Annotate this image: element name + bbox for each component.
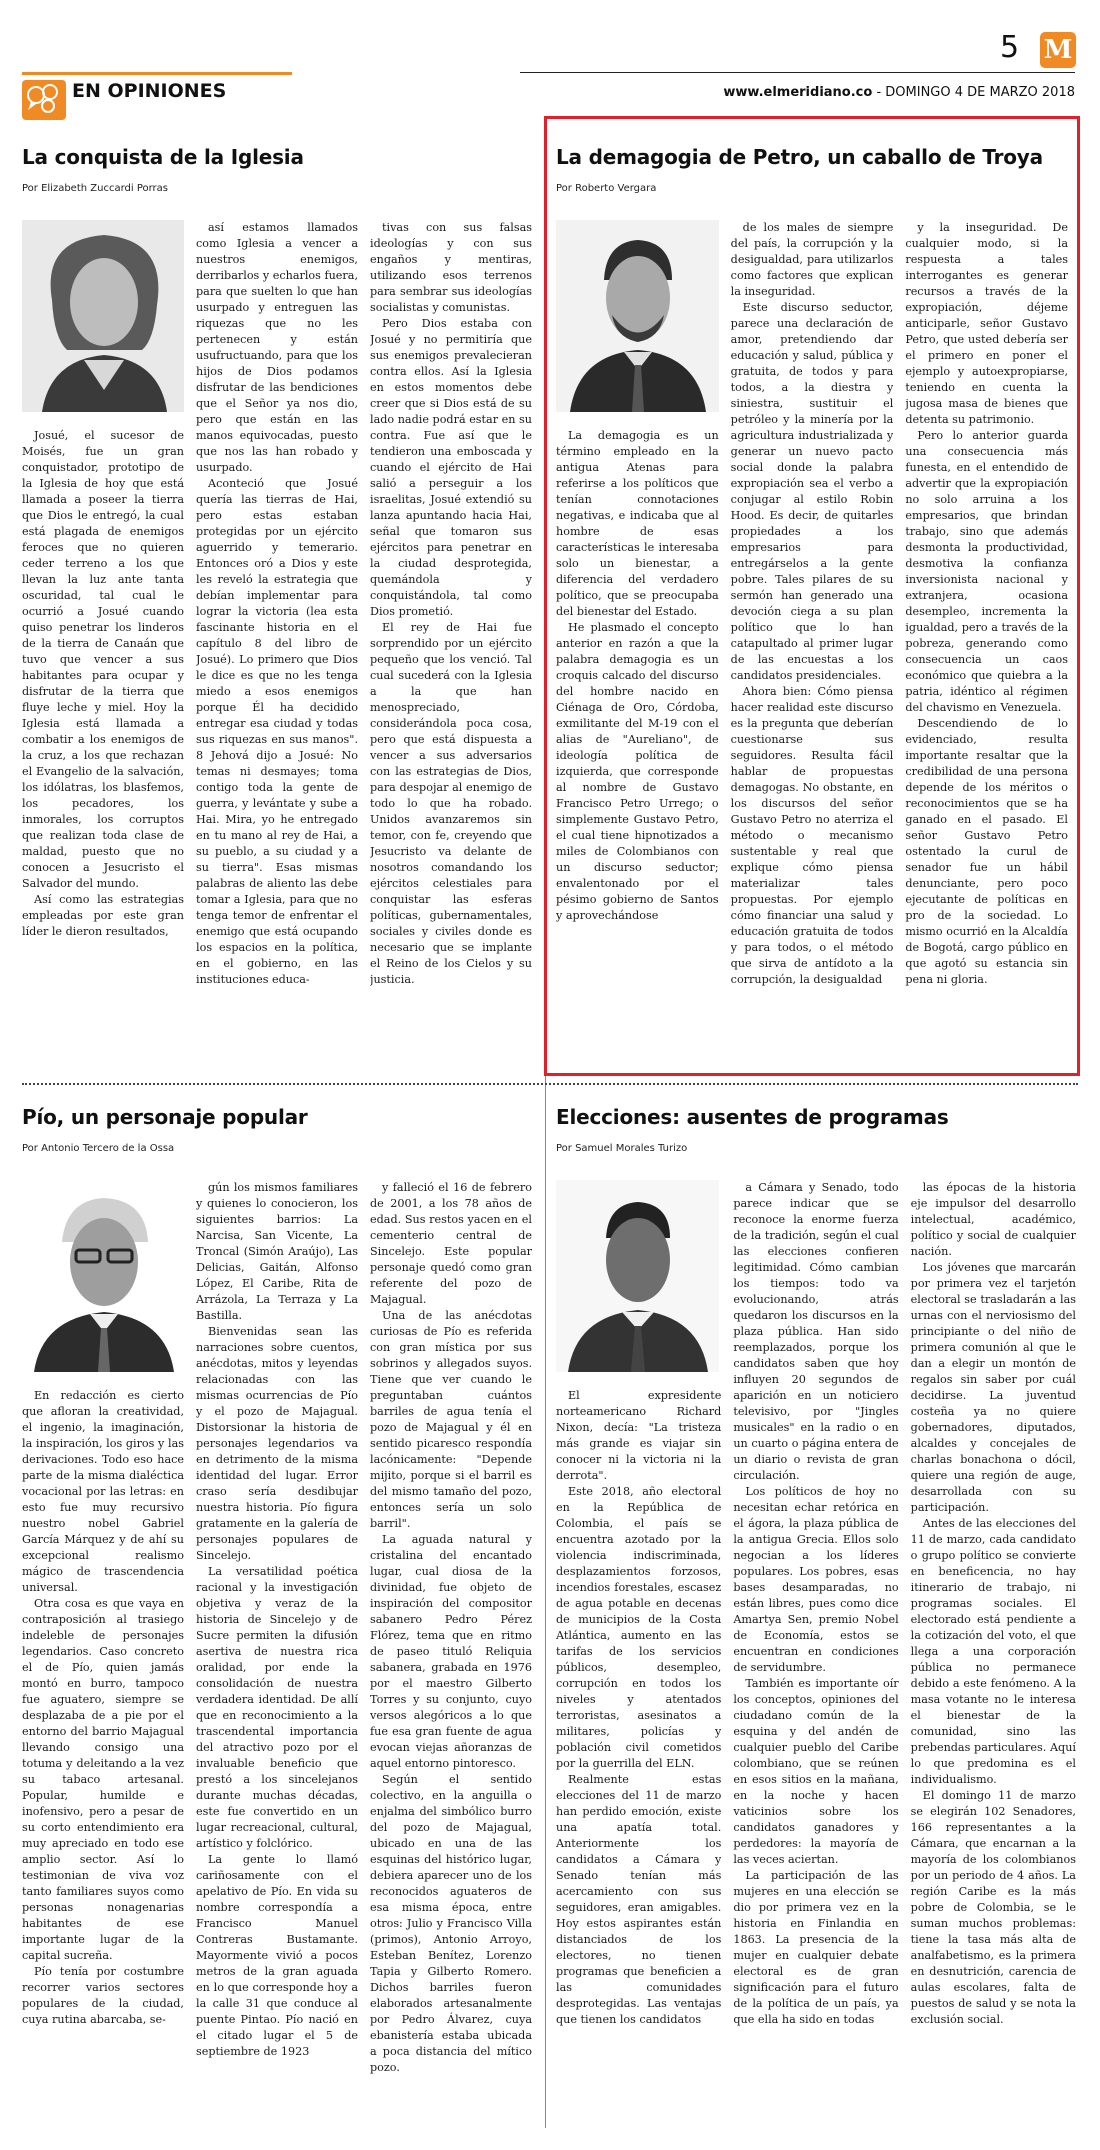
paragraph: Otra cosa es que vaya en contraposición al trasiego indeleble de personajes legendarios. Caso concreto el de Pío, quien jamás montó en burro, tampoco fue aguatero, siempre se desplazaba de a pie por el entorno del barrio Majagual llevando consigo una totuma y deleitando a la vez su tabaco artesanal. Popular, humilde e inofensivo, pero a pesar de su corto entendimiento era muy apreciado en todo ese amplio sector. Así lo testimonian de viva voz tanto familiares suyos como personas nonagenarias habitantes de ese importante lugar de la capital sucreña. [22, 1597, 184, 1962]
paragraph: He plasmado el concepto anterior en razón a que la palabra demagogia es un croquis calcado del discurso del hombre nacido en Ciénaga de Oro, Córdoba, exmilitante del M-19 con el alias de "Aureliano", de ideología política de izquierda, que corresponde al nombre de Gustavo Francisco Petro Urrego; o simplemente Gustavo Petro, el cual tiene hipnotizados a miles de Colombianos con un discurso seductor; envalentonado por el pésimo gobierno de Santos y aprovechándose [556, 621, 719, 922]
paragraph: El expresidente norteamericano Richard Nixon, decía: "La tristeza más grande es viajar sin conocer ni la victoria ni la derrota". [556, 1389, 722, 1482]
column-divider [545, 118, 546, 2128]
article-column [911, 1180, 1076, 2145]
paragraph: En redacción es cierto que afloran la creatividad, el ingenio, la imaginación, la inspiración, los giros y las derivaciones. Todo eso hace parte de la misma dialéctica vocacional por las letras: en esto fue muy recursivo nuestro nobel Gabriel García Márquez y de ahí su excepcional realismo mágico de trascendencia universal. [22, 1389, 184, 1594]
paragraph: Josué, el sucesor de Moisés, fue un gran conquistador, prototipo de la Iglesia de hoy que está llamada a poseer la tierra que Dios le entregó, la cual está plagada de enemigos feroces que no quieren ceder terreno a los que llevan la luz ante tanta oscuridad, tal cual le ocurrió a Josué cuando quiso penetrar los linderos de la tierra de Canaán que tuvo que vencer a sus habitantes para ocupar y disfrutar de la tierra que fluye leche y miel. Hoy la Iglesia está llamada a combatir a los enemigos de la cruz, a los que rechazan el Evangelio de la salvación, los idólatras, los blasfemos, los pecadores, los inmorales, los corruptos que realizan toda clase de maldad, puesto que no conocen a Jesucristo el Salvador del mundo. [22, 429, 184, 890]
article-elecciones-programas [556, 1105, 1076, 2145]
article-column [196, 220, 358, 1075]
article-conquista-iglesia [22, 145, 532, 1075]
edition-line [723, 85, 1075, 100]
article-title: Elecciones: ausentes de programas [556, 1105, 949, 1129]
article-demagogia-petro [556, 145, 1068, 1070]
article-column [370, 1180, 532, 2145]
website-link[interactable]: www.elmeridiano.co [723, 85, 873, 100]
paragraph: Los jóvenes que marcarán por primera vez el tarjetón electoral se trasladarán a las urnas con el nerviosismo del principiante o del niño de primera comunión al que le dan a elegir un montón de regalos sin saber por cuál decidirse. La juventud costeña ya no quiere gobernadores, diputados, alcaldes y concejales de charlas bonachona o dócil, quiere una región de auge, desarrollada con su participación. [910, 1261, 1076, 1514]
author-photo [22, 220, 184, 412]
speech-bubbles-icon [22, 80, 66, 120]
article-title: La demagogia de Petro, un caballo de Troya [556, 145, 1043, 169]
article-byline: Por Antonio Tercero de la Ossa [22, 1143, 175, 1154]
paragraph: Pero Dios estaba con Josué y no permitiría que sus enemigos prevalecieran contra ellos. Así la Iglesia en estos momentos debe creer que si Dios está de su lado nadie podrá estar en su contra. Fue así que le tendieron una emboscada y cuando el ejército de Hai salió a perseguir a los israelitas, Josué extendió su lanza apuntando hacia Hai, señal que tomaron sus ejércitos para penetrar en la ciudad desprotegida, quemándola y conquistándola, tal como Dios prometió. [370, 317, 532, 618]
paragraph: Antes de las elecciones del 11 de marzo, cada candidato o grupo político se convierte en beneficencia, no hay itinerario de trabajo, ni programas sociales. El electorado está pendiente a la cotización del voto, el que llega a una corporación pública no permanece debido a este fenómeno. A la masa votante no le interesa el bienestar de la comunidad, sino las prebendas particulares. Aquí lo que predomina es el individualismo. [910, 1517, 1076, 1786]
article-column [22, 220, 184, 1075]
paragraph: Así como las estrategias empleadas por este gran líder le dieron resultados, [22, 893, 184, 938]
paragraph: Pío tenía por costumbre recorrer varios sectores populares de la ciudad, cuya rutina abarcaba, se- [22, 1965, 184, 2026]
article-title: La conquista de la Iglesia [22, 145, 304, 169]
paragraph: La gente lo llamó cariñosamente con el apelativo de Pío. En vida su nombre correspondía a Francisco Manuel Contreras Bustamante. Mayormente vivió a pocos metros de la gran aguada en lo que corresponde hoy a la calle 31 que conduce al puente Pintao. Pío nació en el citado lugar el 5 de septiembre de 1923 [196, 1853, 358, 2058]
paragraph: Este discurso seductor, parece una declaración de amor, pretendiendo dar educación y salud, pública y gratuita, de todos y para todos, a la diestra y siniestra, sustituir el petróleo y la minería por la agricultura industrializada y generar un nuevo pacto social donde la palabra expropiación sea el verbo a conjugar al estilo Robin Hood. Es decir, de quitarles propiedades a los empresarios para entregárselos a la gente pobre. Tales pilares de su sermón han generado una devoción ciega a su plan político que lo han catapultado al primer lugar de las encuestas a los candidatos presidenciales. [730, 301, 894, 682]
article-title: Pío, un personaje popular [22, 1105, 308, 1129]
paragraph: Este 2018, año electoral en la República de Colombia, el país se encuentra azotado por la violencia indiscriminada, desplazamientos forzosos, incendios forestales, escasez de agua potable en decenas de municipios de la Costa Atlántica, aumento en las tarifas de los servicios públicos, desempleo, corrupción en todos los niveles y atentados terroristas, asesinatos a militares, policías y población civil cometidos por la guerrilla del ELN. [556, 1485, 722, 1770]
paragraph: La versatilidad poética racional y la investigación objetiva y veraz de la historia de Sincelejo y de Sucre permiten la difusión asertiva de nuestra rica oralidad, por ende la consolidación de nuestra verdadera identidad. De allí que en reconocimiento a la trascendental importancia del atractivo pozo por el invaluable beneficio que prestó a los sincelejanos durante muchas décadas, este fue convertido en un lugar recreacional, cultural, artístico y folclórico. [196, 1565, 358, 1850]
header-rule [520, 72, 1075, 73]
paragraph: Bienvenidas sean las narraciones sobre cuentos, anécdotas, mitos y leyendas relacionadas con las mismas ocurrencias de Pío y el pozo de Majagual. Distorsionar la historia de personajes legendarios va en detrimento de la misma identidad del lugar. Error craso sería desdibujar nuestra historia. Pío figura gratamente en la galería de personajes populares de Sincelejo. [196, 1325, 358, 1562]
article-pio-personaje [22, 1105, 532, 2145]
newspaper-logo: M [1040, 32, 1076, 68]
paragraph: También es importante oír los conceptos, opiniones del ciudadano común de la esquina y del andén de cualquier pueblo del Caribe colombiano, que se reúnen en esos sitios en la mañana, en la noche y hacen vaticinios sobre los candidatos ganadores y perdedores: la mayoría de las veces aciertan. [733, 1677, 899, 1866]
paragraph: Descendiendo de lo evidenciado, resulta importante resaltar que la credibilidad de una persona depende de los méritos o reconocimientos que se ha ganado en el pasado. El señor Gustavo Petro ostentado la curul de senador fue un hábil denunciante, pero poco ejecutante de políticas en pro de la sociedad. Lo mismo ocurrió en la Alcaldía de Bogotá, cargo público en que agotó su estancia sin pena ni gloria. [905, 717, 1068, 986]
paragraph: de los males de siempre del país, la corrupción y la desigualdad, para utilizarlos como factores que explican la inseguridad. [730, 221, 894, 298]
paragraph: El rey de Hai fue sorprendido por un ejército pequeño que los venció. Tal cual sucederá con la Iglesia a la que han menospreciado, considerándola poca cosa, pero que está dispuesta a vencer a sus adversarios con las estrategias de Dios, para despojar al enemigo de todo lo que ha robado. Unidos avanzaremos sin temor, con fe, creyendo que Jesucristo va delante de nosotros comandando los ejércitos celestiales para conquistar las esferas políticas, gubernamentales, sociales y civiles donde es necesario que se implante el Reino de los Cielos y su justicia. [370, 621, 532, 986]
article-column [905, 220, 1068, 1070]
paragraph: gún los mismos familiares y quienes lo conocieron, los siguientes barrios: La Narcisa, San Vicente, La Troncal (Simón Araújo), Las Delicias, Gaitán, Alfonso López, El Caribe, Rita de Arrázola, La Terraza y La Bastilla. [196, 1181, 358, 1322]
article-column [22, 1180, 184, 2145]
article-column [556, 1180, 721, 2145]
article-column [733, 1180, 898, 2145]
section-title: EN OPINIONES [72, 80, 227, 102]
paragraph: tivas con sus falsas ideologías y con sus engaños y mentiras, utilizando esos terrenos para sembrar sus ideologías socialistas y comunistas. [370, 221, 532, 314]
paragraph: Una de las anécdotas curiosas de Pío es referida con gran mística por sus sobrinos y allegados suyos. Tiene que ver cuando le preguntaban cuántos barriles de agua tenía el pozo de Majagual y él en sentido picaresco respondía lacónicamente: "Depende mijito, porque si el barril es del mismo tamaño del pozo, entonces sería un solo barril". [370, 1309, 532, 1530]
row-divider [22, 1083, 1078, 1085]
author-photo [22, 1180, 184, 1372]
article-byline: Por Roberto Vergara [556, 183, 657, 194]
paragraph: así estamos llamados como Iglesia a vencer a nuestros enemigos, derribarlos y echarlos fuera, para que suelten lo que han usurpado y entreguen las riquezas que no les pertenecen y están usufructuando, para que los hijos de Dios podamos disfrutar de las bendiciones que el Señor ya nos dio, pero que están en las manos equivocadas, puesto que nos las han robado y usurpado. [196, 221, 358, 474]
paragraph: Aconteció que Josué quería las tierras de Hai, pero estas estaban protegidas por un ejército aguerrido y temerario. Entonces oró a Dios y este les reveló la estrategia que debían implementar para lograr la victoria (lea esta fascinante historia en el capítulo 8 del libro de Josué). Lo primero que Dios le dice es que no les tenga miedo a esos enemigos porque Él ha decidido entregar esa ciudad y todas sus riquezas en sus manos". 8 Jehová dijo a Josué: No temas ni desmayes; toma contigo toda la gente de guerra, y levántate y sube a Hai. Mira, yo he entregado en tu mano al rey de Hai, a su pueblo, a su ciudad y a su tierra". Esas mismas palabras de aliento las debe tomar a Iglesia, para que no tenga temor de enfrentar el enemigo que está ocupando los espacios en la política, en el gobierno, en las instituciones educa- [196, 477, 358, 986]
author-photo [556, 220, 719, 412]
article-column [556, 220, 719, 1070]
article-byline: Por Samuel Morales Turizo [556, 1143, 688, 1154]
edition-date: - DOMINGO 4 DE MARZO 2018 [876, 85, 1075, 100]
paragraph: La demagogia es un término empleado en la antigua Atenas para referirse a los políticos que tenían connotaciones negativas, e indicaba que al hombre de esas características le interesaba solo un bienestar, a diferencia del verdadero político, que se preocupaba del bienestar del Estado. [556, 429, 719, 618]
page-number: 5 [1000, 30, 1020, 65]
paragraph: Realmente estas elecciones del 11 de marzo han perdido emoción, existe una apatía total. Anteriormente los candidatos a Cámara y Senado tenían más acercamiento con sus seguidores, eran amigables. Hoy estos aspirantes están distanciados de los electores, no tienen programas que beneficien a las comunidades desprotegidas. Las ventajas que tienen los candidatos [556, 1773, 722, 2026]
author-photo [556, 1180, 719, 1372]
paragraph: Según el sentido colectivo, en la anguilla o enjalma del simbólico burro del pozo de Majagual, ubicado en una de las esquinas del histórico lugar, debiera aparecer uno de los reconocidos aguateros de esa misma época, entre otros: Julio y Francisco Villa (primos), Antonio Arroyo, Esteban Benítez, Lorenzo Tapia y Gilberto Romero. Dichos barriles fueron elaborados artesanalmente por Pedro Álvarez, cuya ebanistería estaba ubicada a poca distancia del mítico pozo. [370, 1773, 532, 2074]
header-accent-line [22, 72, 292, 75]
article-column [731, 220, 894, 1070]
paragraph: y la inseguridad. De cualquier modo, si la respuesta a tales interrogantes es generar recursos a través de la expropiación, déjeme anticiparle, señor Gustavo Petro, que usted debería ser el primero en poner el ejemplo y autoexpropiarse, teniendo en cuenta la jugosa masa de bienes que detenta su patrimonio. [905, 221, 1068, 426]
paragraph: las épocas de la historia eje impulsor del desarrollo intelectual, académico, político y social de cualquier nación. [910, 1181, 1076, 1258]
paragraph: Ahora bien: Cómo piensa hacer realidad este discurso es la pregunta que deberían cuestionarse sus seguidores. Resulta fácil hablar de propuestas demagogas. No obstante, en los discursos del señor Gustavo Petro no aterriza el método o mecanismo sustentable y real que explique cómo piensa materializar tales propuestas. Por ejemplo cómo financiar una salud y educación gratuita de todos y para todos, o el método que sirva de antídoto a la corrupción, la desigualdad [730, 685, 894, 986]
paragraph: y falleció el 16 de febrero de 2001, a los 78 años de edad. Sus restos yacen en el cementerio central de Sincelejo. Este popular personaje quedó como gran referente del pozo de Majagual. [370, 1181, 532, 1306]
article-column [196, 1180, 358, 2145]
paragraph: Pero lo anterior guarda una consecuencia más funesta, en el entendido de advertir que la expropiación no solo arruina a los empresarios, que brindan trabajo, sino que además desmonta la productividad, desmotiva la confianza inversionista nacional y extranjera, ocasiona desempleo, incrementa la igualdad, pero a través de la pobreza, generando como consecuencia un caos económico que quiebra a la patria, idéntico al régimen del chavismo en Venezuela. [905, 429, 1068, 714]
paragraph: a Cámara y Senado, todo parece indicar que se reconoce la enorme fuerza de la tradición, según el cual las elecciones confieren legitimidad. Cómo cambian los tiempos: todo va evolucionando, atrás quedaron los discursos en la plaza pública. Han sido reemplazados, porque los candidatos saben que hoy influyen 20 segundos de aparición en un noticiero televisivo, por "Jingles musicales" en la radio o en un cuarto o página entera de un diario o revista de gran circulación. [733, 1181, 899, 1482]
article-byline: Por Elizabeth Zuccardi Porras [22, 183, 169, 194]
paragraph: La aguada natural y cristalina del encantado lugar, cual diosa de la divinidad, fue objeto de inspiración del compositor sabanero Pedro Pérez Flórez, tema que en ritmo de paseo tituló Reliquia sabanera, grabada en 1976 por el maestro Gilberto Torres y su conjunto, cuyo versos alegóricos a lo que fue esa gran fuente de agua evocan viejas añoranzas de aquel entorno pintoresco. [370, 1533, 532, 1770]
paragraph: Los políticos de hoy no necesitan echar retórica en el ágora, la plaza pública de la antigua Grecia. Ellos solo negocian a los líderes populares. Los pobres, esas bases desamparadas, no están libres, pues como dice Amartya Sen, premio Nobel de Economía, estos se encuentran en condiciones de servidumbre. [733, 1485, 899, 1674]
article-column [370, 220, 532, 1075]
paragraph: El domingo 11 de marzo se elegirán 102 Senadores, 166 representantes a la Cámara, que encarnan a la mayoría de los colombianos por un periodo de 4 años. La región Caribe es la más pobre de Colombia, se le suman muchos problemas: tiene la tasa más alta de analfabetismo, es la primera en desnutrición, carencia de aulas escolares, falta de puestos de salud y se nota la exclusión social. [910, 1789, 1076, 2026]
paragraph: La participación de las mujeres en una elección se dio por primera vez en la historia en Finlandia en 1863. La presencia de la mujer en cualquier debate electoral es de gran significación para el futuro de la política de un país, ya que ella ha sido en todas [733, 1869, 899, 2026]
